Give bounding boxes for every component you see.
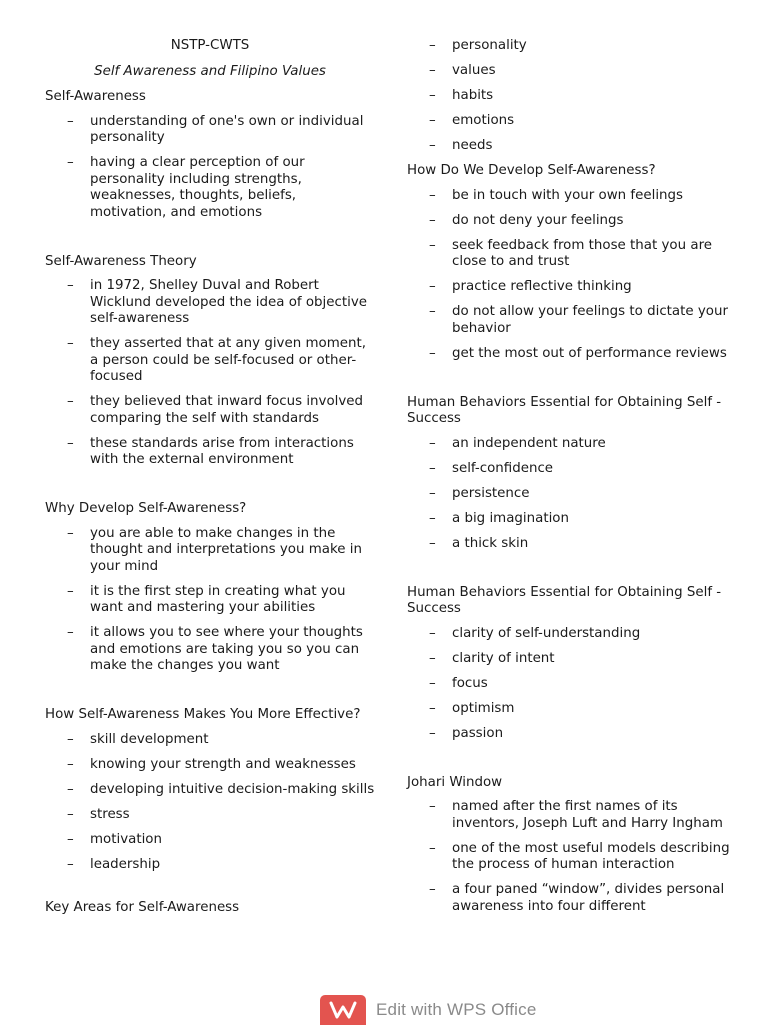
list-item: – needs bbox=[407, 138, 737, 155]
section-why-develop bbox=[45, 501, 375, 675]
section-self-awareness-theory bbox=[45, 254, 375, 469]
list-item: – clarity of intent bbox=[407, 651, 737, 668]
document-subtitle: Self Awareness and Filipino Values bbox=[94, 63, 326, 79]
section-key-areas bbox=[45, 900, 375, 917]
bullet-list bbox=[45, 732, 375, 874]
list-item: – one of the most useful models describing the process of human interaction bbox=[407, 841, 737, 874]
list-item: – it is the first step in creating what you want and mastering your abilities bbox=[45, 584, 375, 617]
section-human-behaviors-2 bbox=[407, 585, 737, 743]
list-item: – knowing your strength and weaknesses bbox=[45, 757, 375, 774]
bullet-list bbox=[45, 278, 375, 469]
list-item: – you are able to make changes in the thought and interpretations you make in your mind bbox=[45, 526, 375, 576]
list-item: – self-confidence bbox=[407, 461, 737, 478]
list-item: – a four paned “window”, divides personal awareness into four different bbox=[407, 882, 737, 915]
section-heading: Johari Window bbox=[407, 774, 503, 790]
section-heading: How Do We Develop Self-Awareness? bbox=[407, 163, 656, 178]
list-item: – developing intuitive decision-making skills bbox=[45, 782, 375, 799]
section-heading: Why Develop Self-Awareness? bbox=[45, 501, 247, 516]
edit-with-wps-banner[interactable] bbox=[320, 996, 560, 1024]
list-item: – named after the first names of its inventors, Joseph Luft and Harry Ingham bbox=[407, 799, 737, 832]
list-item: – a thick skin bbox=[407, 536, 737, 553]
bullet-list bbox=[407, 436, 737, 553]
list-item: – it allows you to see where your thoughts and emotions are taking you so you can make the changes you want bbox=[45, 625, 375, 675]
list-item: – habits bbox=[407, 88, 737, 105]
list-item: – optimism bbox=[407, 701, 737, 718]
list-item: – values bbox=[407, 63, 737, 80]
list-item: – motivation bbox=[45, 832, 375, 849]
list-item: – leadership bbox=[45, 857, 375, 874]
list-item: – an independent nature bbox=[407, 436, 737, 453]
list-item: – in 1972, Shelley Duval and Robert Wicklund developed the idea of objective self-awareness bbox=[45, 278, 375, 328]
list-item: – persistence bbox=[407, 486, 737, 503]
list-item: – stress bbox=[45, 807, 375, 824]
list-item: – focus bbox=[407, 676, 737, 693]
list-item: – a big imagination bbox=[407, 511, 737, 528]
list-item: – emotions bbox=[407, 113, 737, 130]
list-item: – they asserted that at any given moment, a person could be self-focused or other-focused bbox=[45, 336, 375, 386]
list-item: – passion bbox=[407, 726, 737, 743]
list-item: – personality bbox=[407, 38, 737, 55]
section-how-develop bbox=[407, 163, 737, 362]
wps-logo-icon bbox=[320, 995, 366, 1025]
section-heading: How Self-Awareness Makes You More Effective? bbox=[45, 707, 361, 722]
list-item: – be in touch with your own feelings bbox=[407, 188, 737, 205]
bullet-list bbox=[45, 114, 375, 222]
section-heading: Self-Awareness bbox=[45, 89, 146, 104]
left-column bbox=[45, 38, 375, 924]
list-item: – having a clear perception of our personality including strengths, weaknesses, thoughts, beliefs, motivation, and emotions bbox=[45, 155, 375, 221]
section-heading: Human Behaviors Essential for Obtaining Self -Success bbox=[407, 394, 722, 426]
section-johari-window bbox=[407, 775, 737, 916]
list-item: – do not allow your feelings to dictate your behavior bbox=[407, 304, 737, 337]
section-human-behaviors-1 bbox=[407, 395, 737, 553]
section-heading: Key Areas for Self-Awareness bbox=[45, 899, 240, 915]
right-column bbox=[407, 38, 737, 924]
banner-text: Edit with WPS Office bbox=[376, 999, 537, 1019]
list-item: – understanding of one's own or individual personality bbox=[45, 114, 375, 147]
list-item: – clarity of self-understanding bbox=[407, 626, 737, 643]
section-more-effective bbox=[45, 707, 375, 873]
list-item: – seek feedback from those that you are close to and trust bbox=[407, 238, 737, 271]
section-self-awareness bbox=[45, 89, 375, 221]
bullet-list bbox=[45, 526, 375, 675]
list-item: – they believed that inward focus involved comparing the self with standards bbox=[45, 394, 375, 427]
list-item: – do not deny your feelings bbox=[407, 213, 737, 230]
list-item: – practice reflective thinking bbox=[407, 279, 737, 296]
list-item: – get the most out of performance reviews bbox=[407, 346, 737, 363]
key-areas-list bbox=[407, 38, 737, 155]
document-title: NSTP-CWTS bbox=[170, 38, 250, 53]
bullet-list bbox=[407, 626, 737, 743]
section-heading: Self-Awareness Theory bbox=[45, 253, 197, 269]
bullet-list bbox=[407, 799, 737, 915]
list-item: – these standards arise from interactions with the external environment bbox=[45, 436, 375, 469]
bullet-list bbox=[407, 188, 737, 363]
list-item: – skill development bbox=[45, 732, 375, 749]
section-heading: Human Behaviors Essential for Obtaining Self -Success bbox=[407, 584, 722, 616]
